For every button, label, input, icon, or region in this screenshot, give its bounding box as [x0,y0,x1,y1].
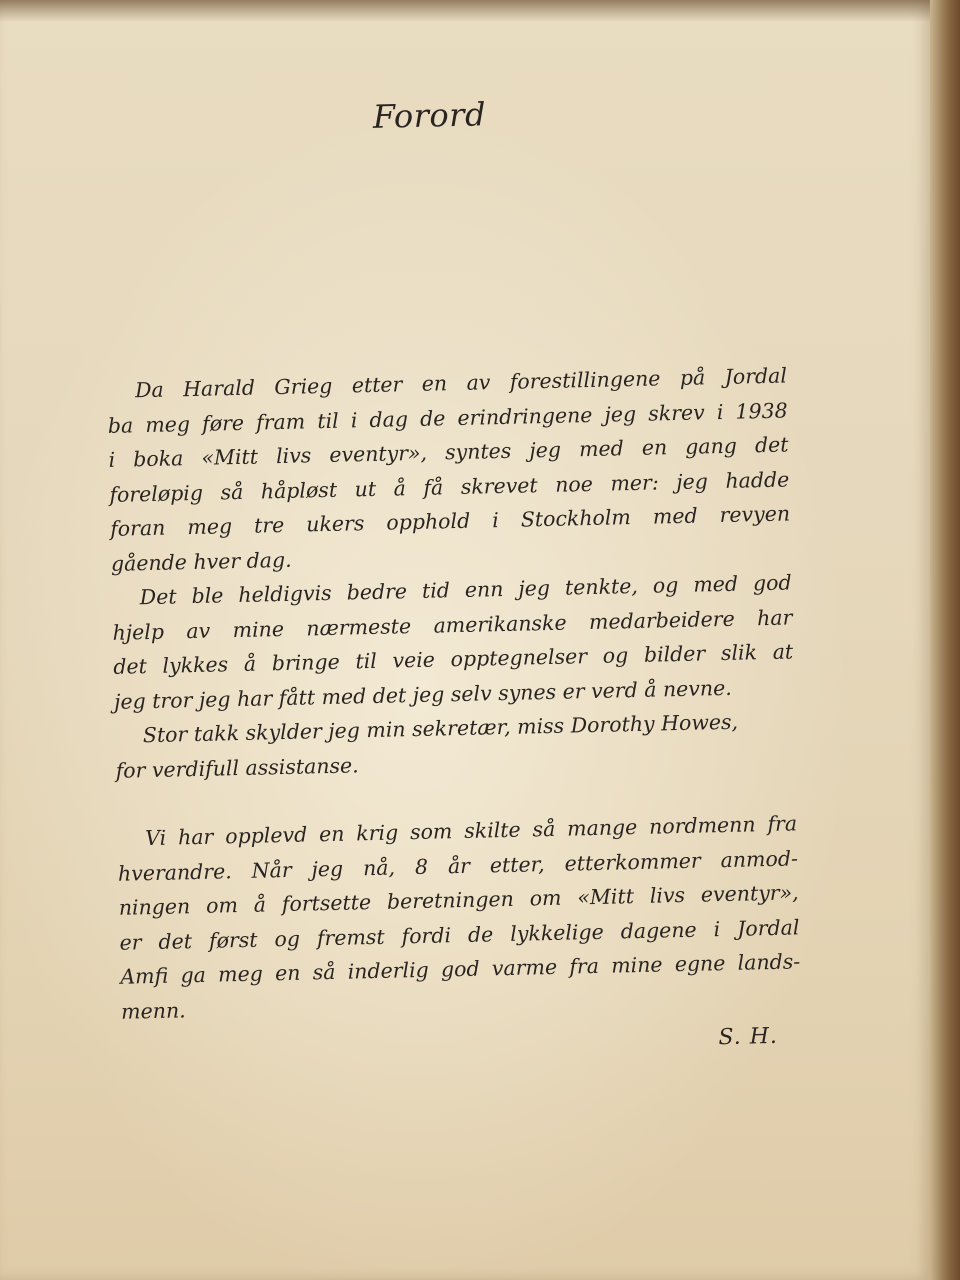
text-line: er det først og fremst fordi de lykkelige dagene i Jordal [119,914,800,955]
text-line: ningen om å fortsette beretningen om «Mitt livs eventyr», [118,880,799,920]
page-text [100,65,802,1070]
text-line: jeg tror jeg har fått med det jeg selv synes er verd å nevne. [113,675,732,714]
text-line: Vi har opplevd en krig som skilte så mange nordmenn fra [144,811,798,851]
text-line: foreløpig så håpløst ut å få skrevet noe mer: jeg hadde [109,466,790,507]
text-line: ba meg føre fram til i dag de erindringene jeg skrev i 1938 [107,397,788,438]
paragraph-4 [117,806,802,1028]
text-line: hverandre. Når jeg nå, 8 år etter, etterkommer anmod- [117,845,799,886]
signature-initials: S. H. [718,1023,779,1051]
page-title: Forord [372,95,487,136]
text-line: for verdifull assistanse. [115,752,359,783]
page-top-shadow [0,0,930,22]
text-line: Amfi ga meg en så inderlig god varme fra mine egne lands- [120,949,801,989]
text-line: i boka «Mitt livs eventyr», syntes jeg med en gang det [108,432,789,472]
preface-body [107,358,803,1069]
text-line: Stor takk skylder jeg min sekretær, miss Dorothy Howes, [142,709,739,748]
text-line: hjelp av mine nærmeste amerikanske medarbeidere har [112,604,793,645]
paragraph-2 [111,565,794,718]
text-line: det lykkes å bringe til veie opptegnelser og bilder slik at [113,639,794,679]
text-line: Da Harald Grieg etter en av forestillingene på Jordal [134,363,788,403]
text-line: foran meg tre ukers opphold i Stockholm med revyen [109,501,791,541]
text-line: gående hver dag. [110,547,292,576]
text-line: Det ble heldigvis bedre tid enn jeg tenkte, og med god [139,570,792,610]
paragraph-1 [107,358,792,580]
text-line: menn. [120,997,186,1024]
